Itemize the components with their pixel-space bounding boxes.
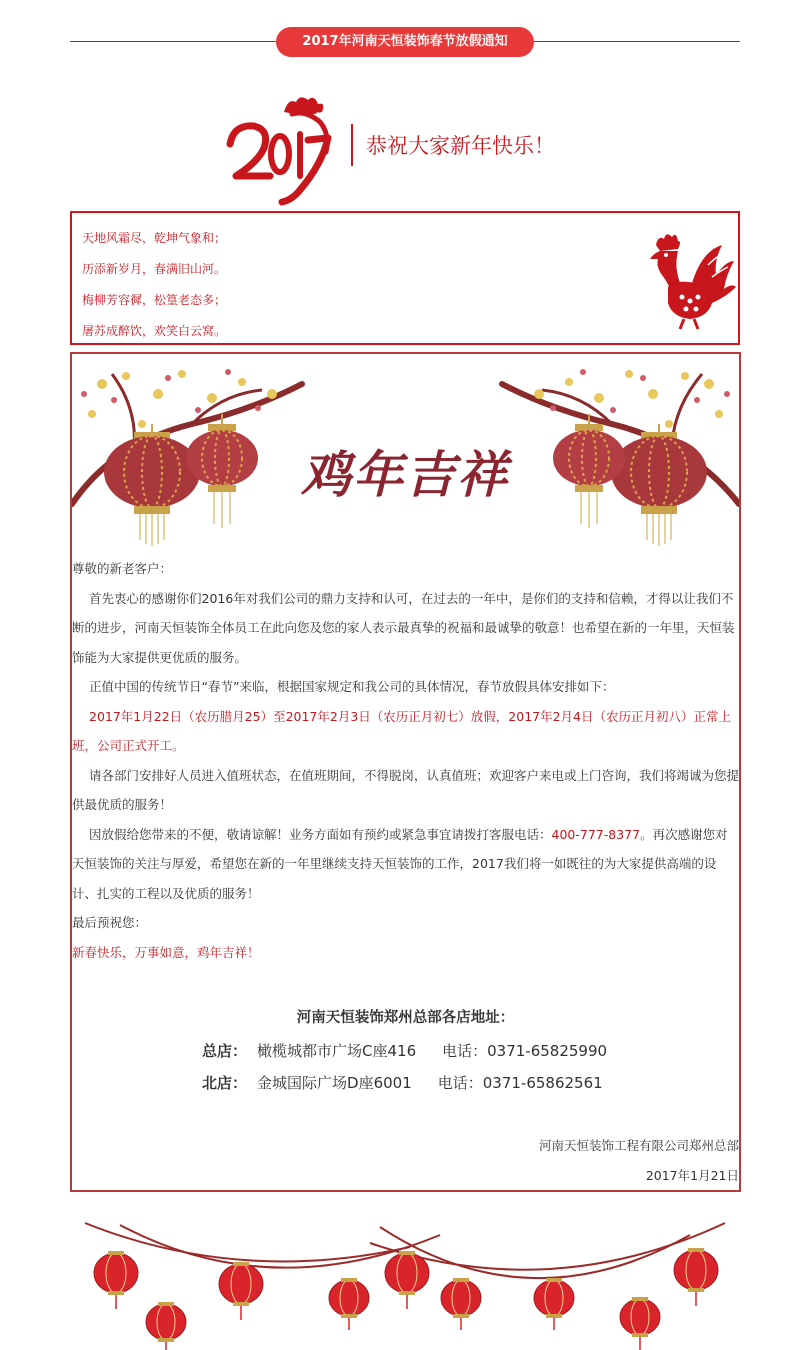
- store-address: 橄榄城都市广场C座416: [257, 1042, 417, 1060]
- store-phone: 电话：0371-65825990: [442, 1042, 608, 1060]
- letter-paragraph: [72, 820, 739, 909]
- store-north: [202, 1072, 603, 1093]
- page-title: 2017年河南天恒装饰春节放假通知: [276, 27, 534, 57]
- poem-line: 历添新岁月，春满旧山河。: [82, 262, 227, 276]
- notice-box: [70, 352, 741, 1192]
- poem-line: 梅柳芳容徲，松篁老态多；: [82, 293, 227, 307]
- store-phone: 电话：0371-65862561: [437, 1074, 603, 1092]
- rooster-papercut-icon: [646, 231, 736, 331]
- rooster-2017-logo: [222, 92, 342, 206]
- letter-paragraph: 请各部门安排好人员进入值班状态，在值班期间，不得脱岗，认真值班；欢迎客户来电或上门咨询，我们将竭诚为您提供最优质的服务！: [72, 767, 740, 812]
- letter-paragraph: 正值中国的传统节日“春节”来临，根据国家规定和我公司的具体情况，春节放假具体安排如下：: [89, 679, 615, 694]
- letter-text: 因放假给您带来的不便，敬请谅解！业务方面如有预约或紧急事宜请拨打客服电话：: [89, 826, 552, 842]
- greeting-divider: [351, 124, 353, 166]
- holiday-schedule: 2017年1月22日（农历腊月25）至2017年2月3日（农历正月初七）放假，2017年2月4日（农历正月初八）正常上班，公司正式开工。: [72, 708, 732, 753]
- poem-line: 屠苏成醉饮，欢笑白云窝。: [82, 324, 227, 338]
- lantern-garland-decoration: [80, 1215, 730, 1350]
- notice-letter: [72, 554, 739, 967]
- store-address-title: 河南天恒装饰郑州总部各店地址：: [296, 1010, 515, 1026]
- new-year-greeting: 恭祝大家新年快乐！: [366, 134, 555, 158]
- closing-line: 最后预祝您：: [72, 915, 148, 930]
- new-year-wish: 新春快乐，万事如意，鸡年吉祥！: [72, 944, 260, 960]
- signature-company: 河南天恒装饰工程有限公司郑州总部: [538, 1138, 739, 1153]
- store-main: [202, 1040, 607, 1061]
- year-of-rooster-banner: [72, 354, 739, 550]
- calligraphy-text: 鸡年吉祥: [301, 445, 509, 504]
- salutation: 尊敬的新老客户：: [72, 561, 173, 576]
- store-label: 总店：: [202, 1042, 248, 1060]
- signature-date: 2017年1月21日: [645, 1168, 739, 1183]
- letter-text: 。再次感谢您对天恒装饰的关注与厚爱，希望您在新的一年里继续支持天恒装饰的工作，2017我们将一如既往的为大家提供高端的设计、扎实的工程以及优质的服务！: [72, 826, 728, 901]
- poem-line: 天地风霜尽，乾坤气象和；: [82, 231, 227, 245]
- poem: [82, 223, 226, 347]
- poem-box: [70, 211, 740, 345]
- store-label: 北店：: [202, 1074, 248, 1092]
- letter-paragraph: 首先衷心的感谢你们2016年对我们公司的鼎力支持和认可，在过去的一年中，是你们的支持和信赖，才得以让我们不断的进步，河南天恒装饰全体员工在此向您及您的家人表示最真挚的祝福和最诚挚的敬意！也希望在新的一年里，天恒装饰能为大家提供更优质的服务。: [72, 590, 735, 665]
- hotline-number: 400-777-8377: [551, 826, 641, 842]
- store-address: 金城国际广场D座6001: [257, 1074, 412, 1092]
